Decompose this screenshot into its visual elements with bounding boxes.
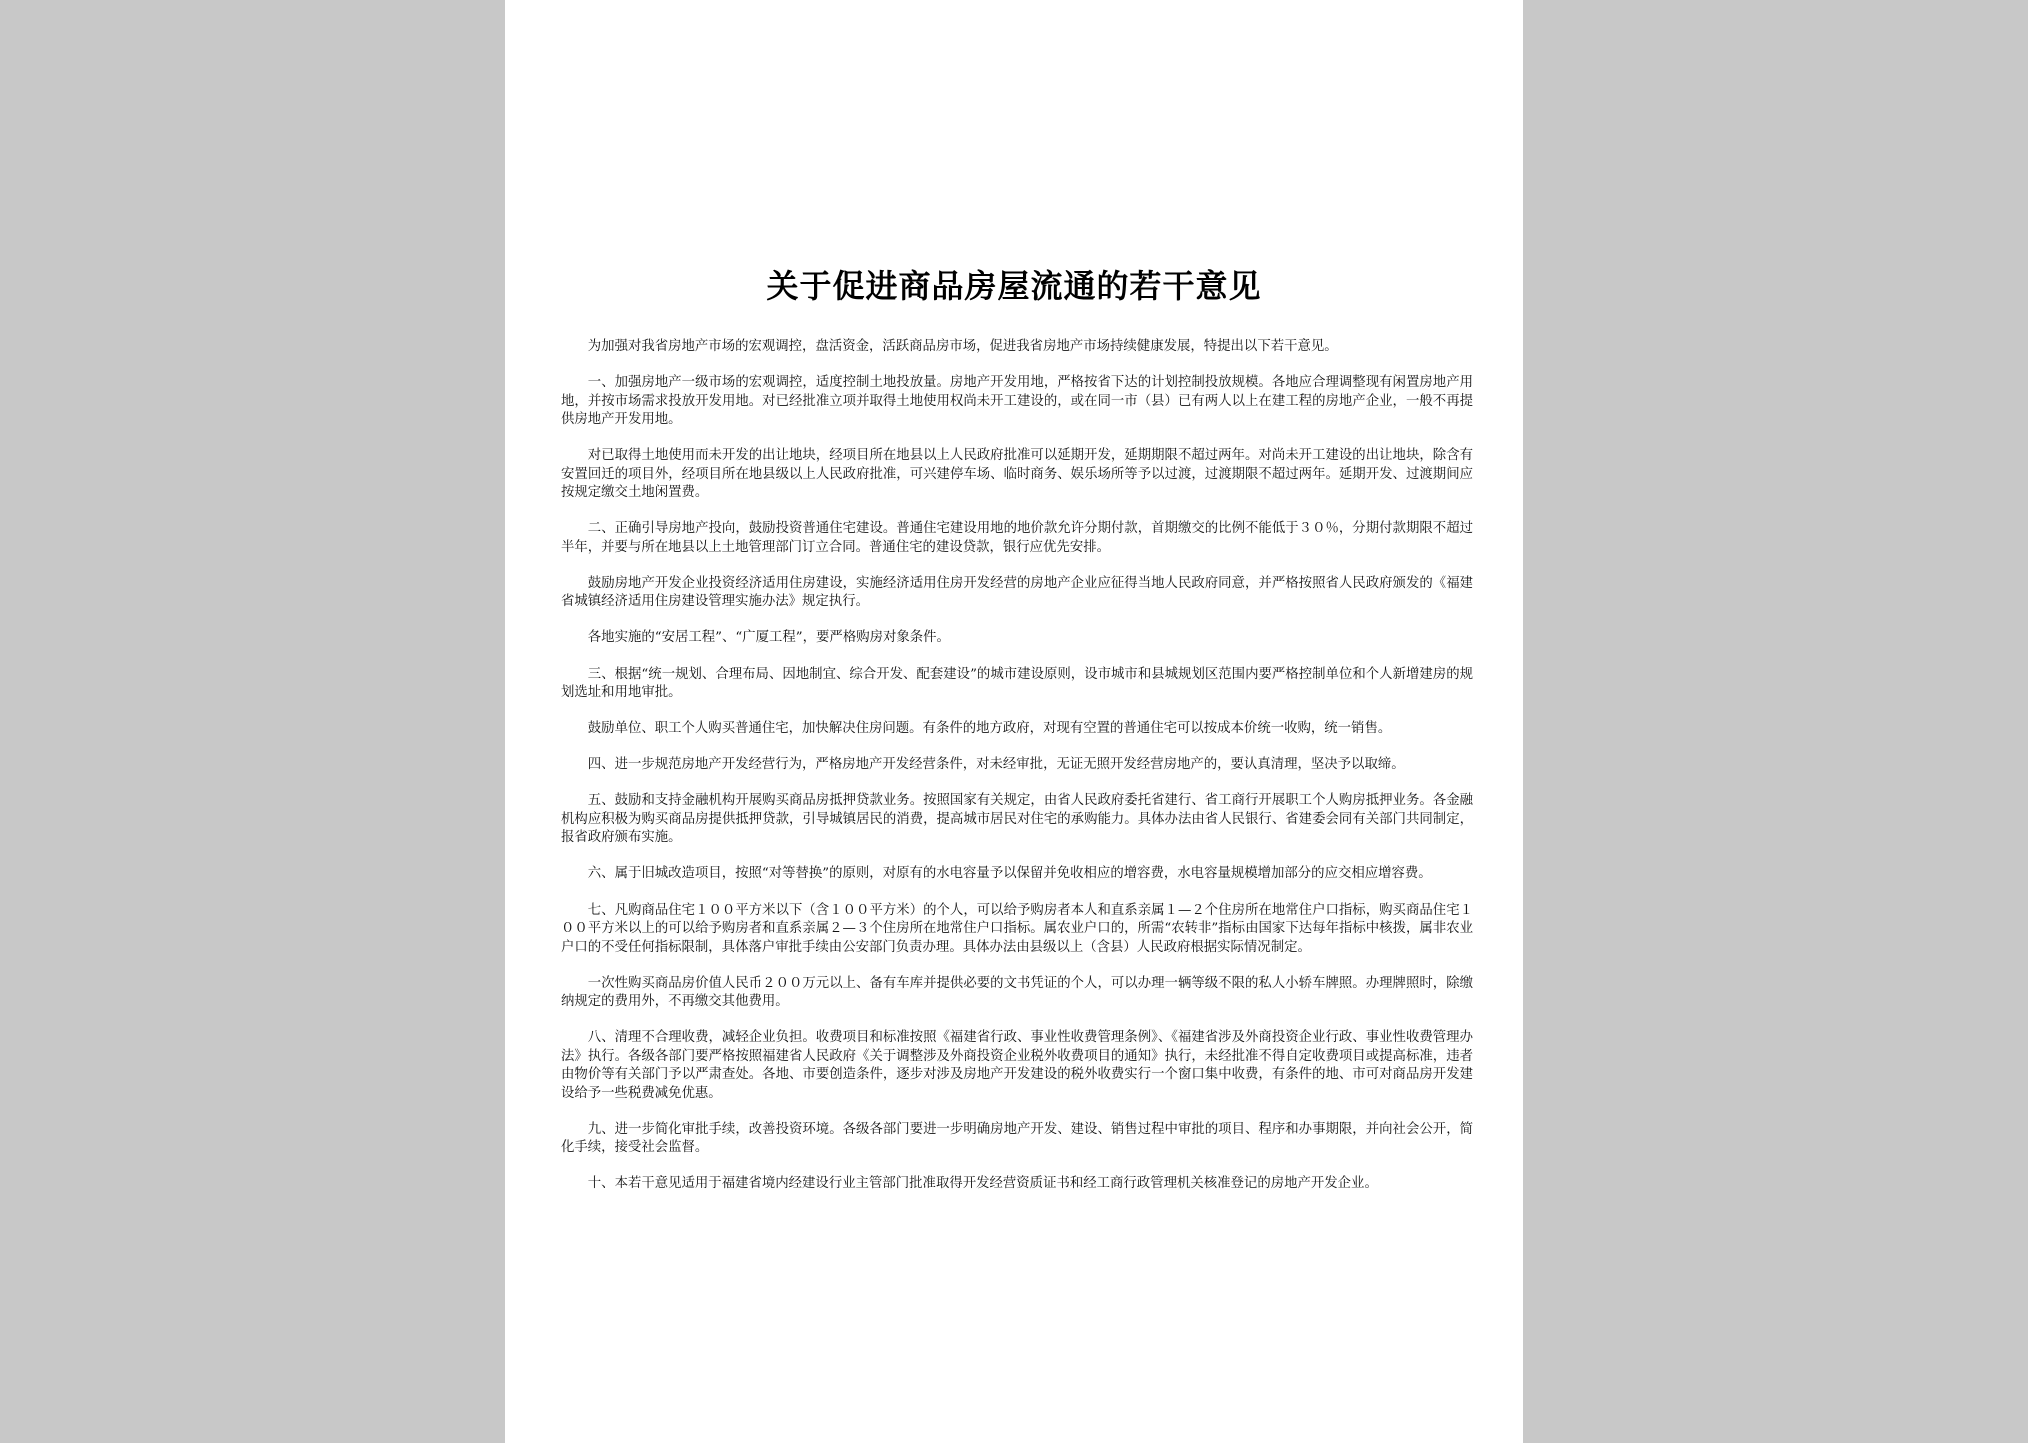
paragraph-6: 六、属于旧城改造项目，按照“对等替换”的原则，对原有的水电容量予以保留并免收相应的增容费，水电容量规模增加部分的应交相应增容费。 [587, 866, 1432, 882]
paragraph-5: 五、鼓励和支持金融机构开展购买商品房抵押贷款业务。按照国家有关规定，由省人民政府委托省建行、省工商行开展职工个人购房抵押业务。各金融机构应积极为购买商品房提供抵押贷款，引导城镇居民的消费，提高城市居民对住宅的承购能力。具体办法由省人民银行、省建委会同有关部门共同制定，报省政府颁布实施。 [561, 793, 1473, 846]
paragraph-1: 一、加强房地产一级市场的宏观调控，适度控制土地投放量。房地产开发用地，严格按省下达的计划控制投放规模。各地应合理调整现有闲置房地产用地，并按市场需求投放开发用地。对已经批准立项并取得土地使用权尚未开工建设的，或在同一市（县）已有两人以上在建工程的房地产企业，一般不再提供房地产开发用地。 [561, 375, 1473, 428]
document-page [505, 0, 1523, 1443]
paragraph-7: 七、凡购商品住宅１００平方米以下（含１００平方米）的个人，可以给予购房者本人和直系亲属１—２个住房所在地常住户口指标，购买商品住宅１００平方米以上的可以给予购房者和直系亲属２—３个住房所在地常住户口指标。属农业户口的，所需“农转非”指标由国家下达每年指标中核拨，属非农业户口的不受任何指标限制，具体落户审批手续由公安部门负责办理。具体办法由县级以上（含县）人民政府根据实际情况制定。 [561, 902, 1473, 955]
paragraph-3b: 鼓励单位、职工个人购买普通住宅，加快解决住房问题。有条件的地方政府，对现有空置的普通住宅可以按成本价统一收购，统一销售。 [587, 721, 1392, 737]
paragraph-2: 二、正确引导房地产投向，鼓励投资普通住宅建设。普通住宅建设用地的地价款允许分期付款，首期缴交的比例不能低于３０％，分期付款期限不超过半年，并要与所在地县以上土地管理部门订立合同。普通住宅的建设贷款，银行应优先安排。 [561, 521, 1473, 555]
document-title: 关于促进商品房屋流通的若干意见 [766, 267, 1262, 305]
paragraph-7b: 一次性购买商品房价值人民币２００万元以上、备有车库并提供必要的文书凭证的个人，可以办理一辆等级不限的私人小轿车牌照。办理牌照时，除缴纳规定的费用外，不再缴交其他费用。 [561, 975, 1473, 1010]
paragraph-10: 十、本若干意见适用于福建省境内经建设行业主管部门批准取得开发经营资质证书和经工商行政管理机关核准登记的房地产开发企业。 [587, 1176, 1378, 1192]
paragraph-8: 八、清理不合理收费，减轻企业负担。收费项目和标准按照《福建省行政、事业性收费管理条例》、《福建省涉及外商投资企业行政、事业性收费管理办法》执行。各级各部门要严格按照福建省人民政府《关于调整涉及外商投资企业税外收费项目的通知》执行，未经批准不得自定收费项目或提高标准，违者由物价等有关部门予以严肃查处。各地、市要创造条件，逐步对涉及房地产开发建设的税外收费实行一个窗口集中收费，有条件的地、市可对商品房开发建设给予一些税费减免优惠。 [561, 1030, 1473, 1101]
paragraph-1b: 对已取得土地使用而未开发的出让地块，经项目所在地县以上人民政府批准可以延期开发，延期期限不超过两年。对尚未开工建设的出让地块，除含有安置回迁的项目外，经项目所在地县级以上人民政府批准，可兴建停车场、临时商务、娱乐场所等予以过渡，过渡期限不超过两年。延期开发、过渡期间应按规定缴交土地闲置费。 [561, 448, 1473, 501]
paragraph-2c: 各地实施的“安居工程”、“广厦工程”，要严格购房对象条件。 [587, 630, 950, 646]
paragraph-9: 九、进一步简化审批手续，改善投资环境。各级各部门要进一步明确房地产开发、建设、销售过程中审批的项目、程序和办事期限，并向社会公开，简化手续，接受社会监督。 [561, 1121, 1473, 1156]
paragraph-3: 三、根据“统一规划、合理布局、因地制宜、综合开发、配套建设”的城市建设原则，设市城市和县城规划区范围内要严格控制单位和个人新增建房的规划选址和用地审批。 [561, 666, 1473, 701]
paragraph-intro: 为加强对我省房地产市场的宏观调控，盘活资金，活跃商品房市场，促进我省房地产市场持续健康发展，特提出以下若干意见。 [587, 339, 1338, 354]
paragraph-2b: 鼓励房地产开发企业投资经济适用住房建设，实施经济适用住房开发经营的房地产企业应征得当地人民政府同意，并严格按照省人民政府颁发的《福建省城镇经济适用住房建设管理实施办法》规定执行。 [561, 575, 1473, 610]
document-body [561, 338, 1473, 1212]
paragraph-4: 四、进一步规范房地产开发经营行为，严格房地产开发经营条件，对未经审批，无证无照开发经营房地产的，要认真清理，坚决予以取缔。 [587, 757, 1405, 773]
